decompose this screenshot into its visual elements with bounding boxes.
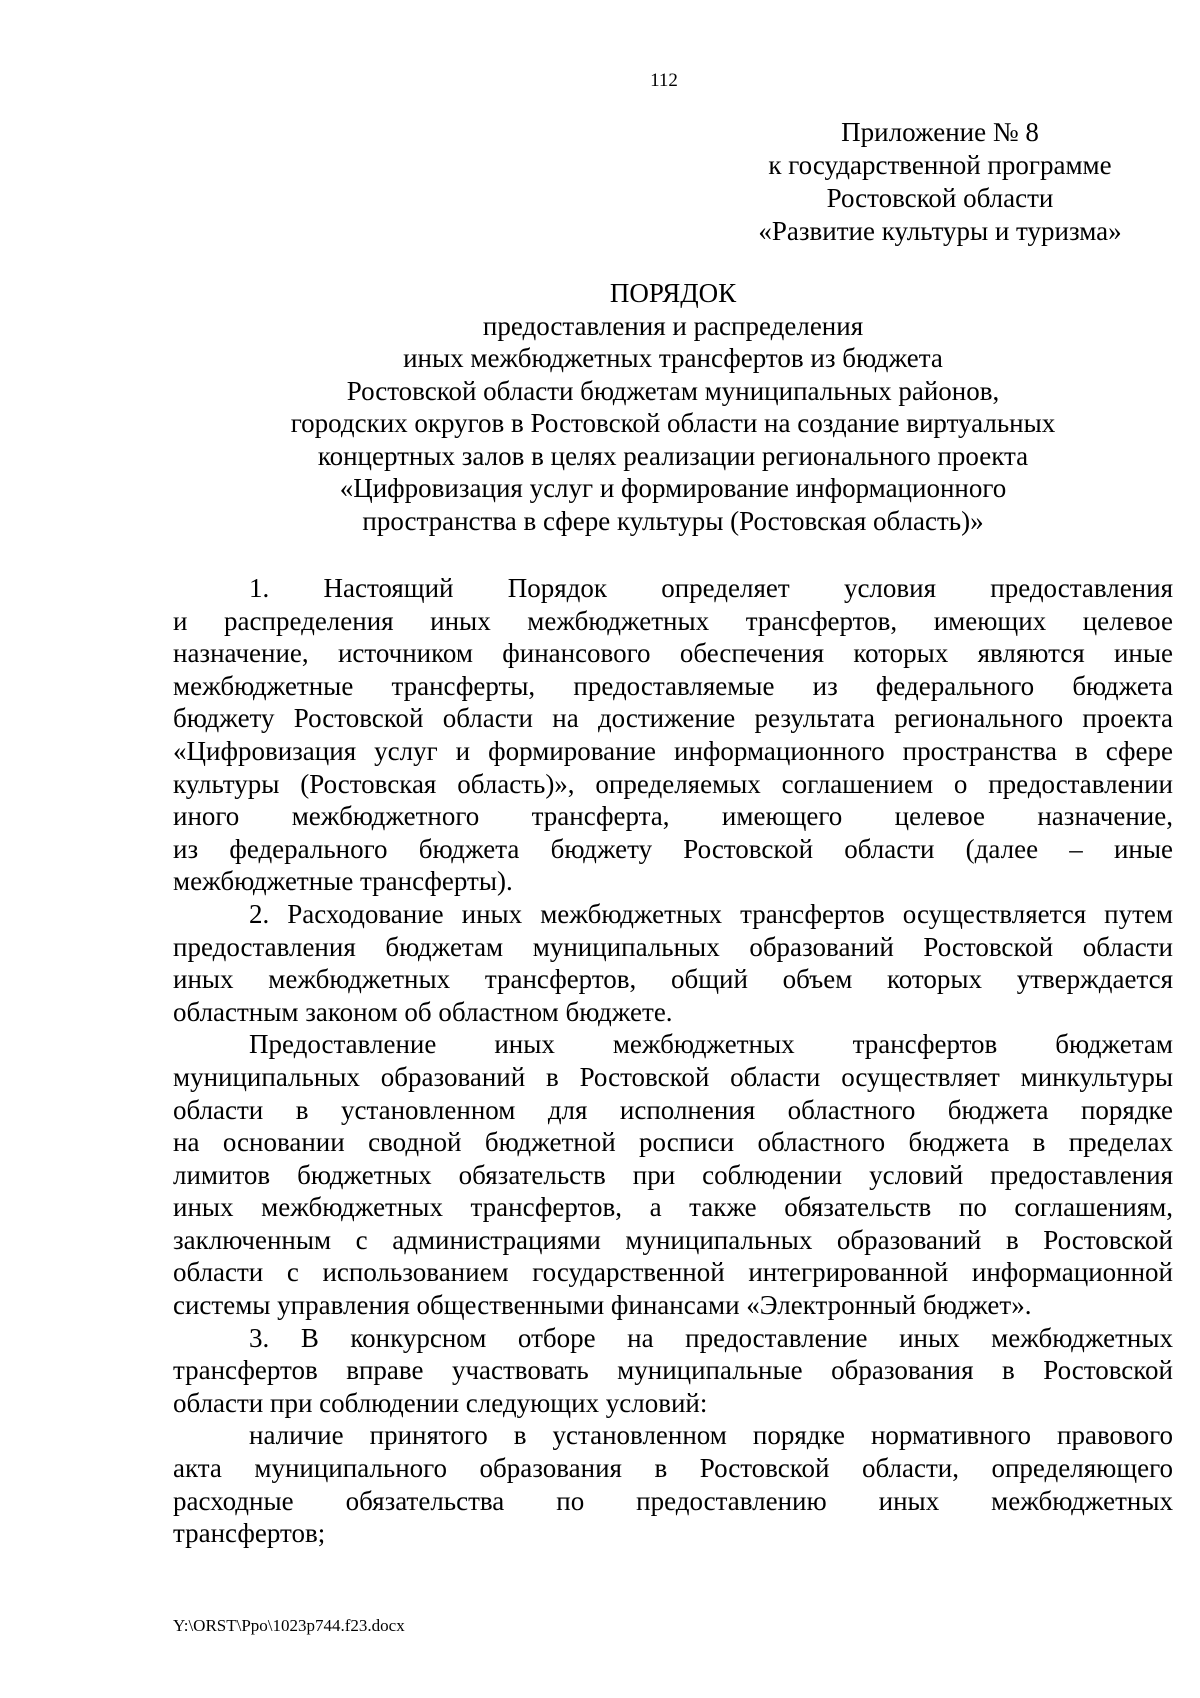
text-line: наличие принятого в установленном порядке нормативного правового <box>249 1420 1173 1451</box>
document-title <box>173 277 1173 537</box>
text-line: межбюджетные трансферты). <box>173 866 513 897</box>
text-line: 3. В конкурсном отборе на предоставление иных межбюджетных <box>249 1322 1173 1353</box>
annex-line: Приложение № 8 <box>841 117 1039 147</box>
title-line: предоставления и распределения <box>482 310 864 341</box>
text-line: акта муниципального образования в Ростовской области, определяющего <box>173 1453 1173 1484</box>
text-line: межбюджетные трансферты, предоставляемые из федерального бюджета <box>173 670 1173 701</box>
paragraph-3-condition <box>173 1419 1173 1549</box>
text-line: иного межбюджетного трансферта, имеющего целевое назначение, <box>173 801 1173 832</box>
text-line: назначение, источником финансового обеспечения которых являются иные <box>173 638 1173 669</box>
title-line: концертных залов в целях реализации регионального проекта <box>317 440 1029 471</box>
annex-header <box>740 116 1140 248</box>
footer-file-path: Y:\ORST\Ppo\1023p744.f23.docx <box>173 1616 405 1635</box>
text-line: трансфертов вправе участвовать муниципальные образования в Ростовской <box>173 1355 1173 1386</box>
text-line: лимитов бюджетных обязательств при соблюдении условий предоставления <box>173 1159 1173 1190</box>
paragraph-3 <box>173 1322 1173 1420</box>
text-line: области при соблюдении следующих условий: <box>173 1387 708 1418</box>
text-line: из федерального бюджета бюджету Ростовской области (далее – иные <box>173 833 1173 864</box>
title-line: пространства в сфере культуры (Ростовская область)» <box>362 505 984 536</box>
title-line: городских округов в Ростовской области на создание виртуальных <box>290 408 1056 438</box>
title-heading: ПОРЯДОК <box>609 278 737 308</box>
text-line: областным законом об областном бюджете. <box>173 996 673 1027</box>
text-line: заключенным с администрациями муниципальных образований в Ростовской <box>173 1224 1173 1255</box>
text-line: Предоставление иных межбюджетных трансфертов бюджетам <box>249 1029 1173 1060</box>
annex-line: «Развитие культуры и туризма» <box>758 216 1122 246</box>
text-line: на основании сводной бюджетной росписи областного бюджета в пределах <box>173 1127 1173 1158</box>
annex-line: Ростовской области <box>826 183 1054 213</box>
text-line: трансфертов; <box>173 1518 326 1549</box>
text-line: области в установленном для исполнения областного бюджета порядке <box>173 1094 1173 1125</box>
text-line: 2. Расходование иных межбюджетных трансфертов осуществляется путем <box>249 898 1173 929</box>
annex-line: к государственной программе <box>768 150 1112 180</box>
text-line: иных межбюджетных трансфертов, а также обязательств по соглашениям, <box>173 1192 1173 1223</box>
paragraph-1 <box>173 572 1173 898</box>
text-line: 1. Настоящий Порядок определяет условия предоставления <box>249 573 1173 603</box>
text-line: «Цифровизация услуг и формирование информационного пространства в сфере <box>173 735 1173 766</box>
text-line: культуры (Ростовская область)», определяемых соглашением о предоставлении <box>173 768 1173 799</box>
text-line: системы управления общественными финансами «Электронный бюджет». <box>173 1290 1032 1321</box>
title-line: Ростовской области бюджетам муниципальных районов, <box>346 375 1000 406</box>
title-line: иных межбюджетных трансфертов из бюджета <box>403 343 943 373</box>
document-body <box>173 572 1173 1550</box>
text-line: расходные обязательства по предоставлению иных межбюджетных <box>173 1485 1173 1516</box>
title-line: «Цифровизация услуг и формирование информационного <box>339 473 1007 503</box>
text-line: области с использованием государственной интегрированной информационной <box>173 1257 1173 1288</box>
text-line: бюджету Ростовской области на достижение результата регионального проекта <box>173 703 1173 734</box>
text-line: муниципальных образований в Ростовской области осуществляет минкультуры <box>173 1061 1173 1092</box>
text-line: иных межбюджетных трансфертов, общий объем которых утверждается <box>173 964 1173 995</box>
text-line: предоставления бюджетам муниципальных образований Ростовской области <box>173 931 1173 962</box>
page-number: 112 <box>650 70 678 91</box>
paragraph-2-continued <box>173 1028 1173 1321</box>
text-line: и распределения иных межбюджетных трансфертов, имеющих целевое <box>173 605 1173 636</box>
paragraph-2 <box>173 898 1173 1028</box>
